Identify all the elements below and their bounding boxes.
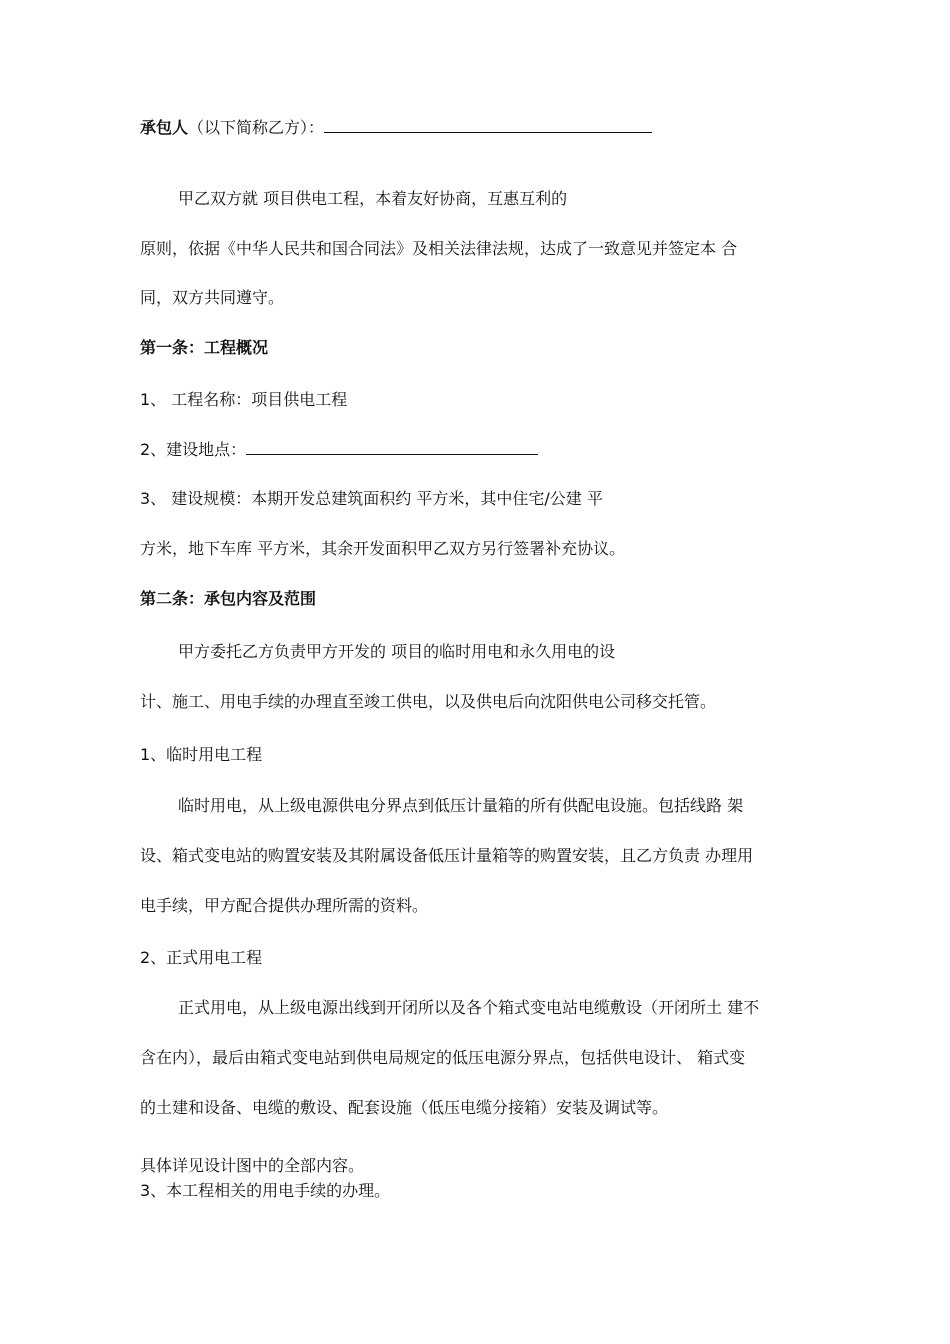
temporary-power-title: 1、临时用电工程 <box>140 745 263 764</box>
article-2-item-3: 3、本工程相关的用电手续的办理。 <box>140 1181 391 1200</box>
permanent-power-line-2: 含在内），最后由箱式变电站到供电局规定的低压电源分界点，包括供电设计、 箱式变 <box>140 1048 746 1067</box>
permanent-power-title: 2、正式用电工程 <box>140 948 263 967</box>
intro-line-3: 同，双方共同遵守。 <box>140 288 285 307</box>
intro-line-1: 甲乙双方就 项目供电工程，本着友好协商，互惠互利的 <box>178 189 568 208</box>
article-1-item-3-line-2: 方米，地下车库 平方米，其余开发面积甲乙双方另行签署补充协议。 <box>140 539 626 558</box>
permanent-power-line-1: 正式用电，从上级电源出线到开闭所以及各个箱式变电站电缆敷设（开闭所土 建不 <box>178 998 760 1017</box>
article-1-item-3-line-1: 3、 建设规模：本期开发总建筑面积约 平方米，其中住宅/公建 平 <box>140 489 603 508</box>
temporary-power-line-2: 设、箱式变电站的购置安装及其附属设备低压计量箱等的购置安装，且乙方负责 办理用 <box>140 846 754 865</box>
details-note: 具体详见设计图中的全部内容。 <box>140 1156 365 1175</box>
article-2-para-1-line-1: 甲方委托乙方负责甲方开发的 项目的临时用电和永久用电的设 <box>178 642 616 661</box>
article-2-title: 第二条：承包内容及范围 <box>140 589 317 608</box>
party-b-line <box>140 118 652 138</box>
temporary-power-line-1: 临时用电，从上级电源供电分界点到低压计量箱的所有供配电设施。包括线路 架 <box>178 796 744 815</box>
article-1-item-2 <box>140 440 538 460</box>
construction-site-blank <box>246 440 538 455</box>
article-2-para-1-line-2: 计、施工、用电手续的办理直至竣工供电，以及供电后向沈阳供电公司移交托管。 <box>140 692 717 711</box>
construction-site-label: 2、建设地点： <box>140 440 247 459</box>
party-b-label: 承包人 <box>140 118 189 137</box>
party-b-note: （以下简称乙方）： <box>188 118 325 137</box>
article-1-title: 第一条：工程概况 <box>140 338 269 357</box>
party-b-blank <box>324 118 652 133</box>
intro-line-2: 原则，依据《中华人民共和国合同法》及相关法律法规，达成了一致意见并签定本 合 <box>140 239 738 258</box>
permanent-power-line-3: 的土建和设备、电缆的敷设、配套设施（低压电缆分接箱）安装及调试等。 <box>140 1098 669 1117</box>
temporary-power-line-3: 电手续，甲方配合提供办理所需的资料。 <box>140 896 429 915</box>
article-1-item-1: 1、 工程名称：项目供电工程 <box>140 390 348 409</box>
